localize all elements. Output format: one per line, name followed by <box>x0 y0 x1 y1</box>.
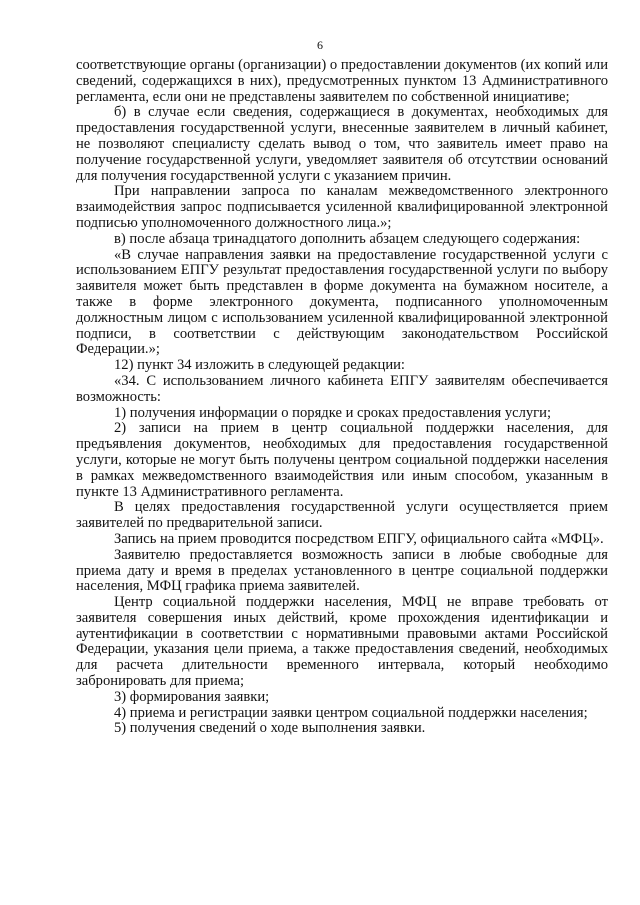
paragraph-epgu-result: «В случае направления заявки на предоставление государственной услуги с использованием ЕПГУ результат предоставления государственной услуги по выбору заявителя может быть представлен в форме документа на бумажном носителе, а также в форме электронного документа, подписанного уполномоченным должностным лицом с использованием усиленной квалифицированной электронной подписи, в соответствии с действующим законодательством Российской Федерации.»; <box>76 246 608 358</box>
paragraph-clause-34: «34. С использованием личного кабинета ЕПГУ заявителям обеспечивается возможность: <box>76 372 608 405</box>
paragraph-appointment-channels: Запись на прием проводится посредством ЕПГУ, официального сайта «МФЦ». <box>114 530 604 547</box>
paragraph-subpoint-v: в) после абзаца тринадцатого дополнить абзацем следующего содержания: <box>114 230 581 247</box>
paragraph-continuation: соответствующие органы (организации) о предоставлении документов (их копий или сведений, содержащихся в них), предусмотренных пунктом 13 Административного регламента, если они не представлены заявителем по собственной инициативе; <box>76 57 608 105</box>
paragraph-subpoint-b: б) в случае если сведения, содержащиеся в документах, необходимых для предоставления государственной услуги, внесенные заявителем в личный кабинет, не позволяют специалисту сделать вывод о том, что заявитель имеет право на получение государственной услуги, уведомляет заявителя об отсутствии оснований для получения государственной услуги с указанием причин. <box>76 104 608 184</box>
page-number: 6 <box>317 38 323 52</box>
paragraph-free-slots: Заявителю предоставляется возможность записи в любые свободные для приема дату и время в пределах установленного в центре социальной поддержки населения, МФЦ графика приема заявителей. <box>76 546 608 595</box>
list-item-5: 5) получения сведений о ходе выполнения заявки. <box>114 720 426 737</box>
paragraph-item-12: 12) пункт 34 изложить в следующей редакции: <box>114 357 405 374</box>
list-item-2: 2) записи на прием в центр социальной поддержки населения, для предъявления документов, необходимых для предоставления государственной услуги, которые не могут быть получены центром социальной поддержки населения в рамках межведомственного взаимодействия или иным способом, указанным в пункте 13 Административного регламента. <box>76 420 608 500</box>
list-item-4: 4) приема и регистрации заявки центром социальной поддержки населения; <box>114 704 588 721</box>
paragraph-interagency-request: При направлении запроса по каналам межведомственного электронного взаимодействия запрос подписывается усиленной квалифицированной электронной подписью уполномоченного должностного лица.»; <box>76 183 608 231</box>
paragraph-no-extra-actions: Центр социальной поддержки населения, МФЦ не вправе требовать от заявителя совершения иных действий, кроме прохождения идентификации и аутентификации в соответствии с нормативными правовыми актами Российской Федерации, указания цели приема, а также предоставления сведений, необходимых для расчета длительности временного интервала, который необходимо забронировать для приема; <box>76 594 608 690</box>
list-item-1: 1) получения информации о порядке и сроках предоставления услуги; <box>114 404 552 421</box>
list-item-3: 3) формирования заявки; <box>114 688 270 705</box>
document-body <box>76 58 608 737</box>
paragraph-preregistration: В целях предоставления государственной услуги осуществляется прием заявителей по предварительной записи. <box>76 499 608 532</box>
